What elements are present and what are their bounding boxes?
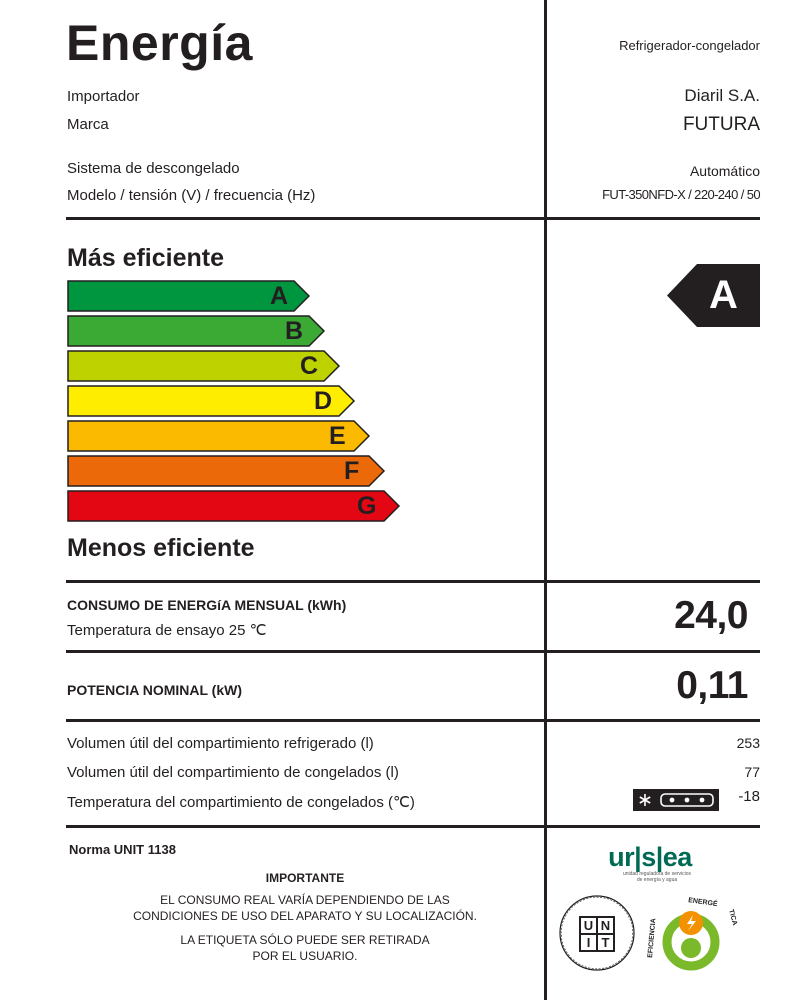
class-bar-g bbox=[68, 491, 400, 521]
important-line-4: POR EL USUARIO. bbox=[252, 949, 358, 963]
importer-label: Importador bbox=[67, 88, 140, 105]
ursea-subtitle-1: unidad reguladora de servicios bbox=[622, 871, 692, 877]
ursea-logo bbox=[590, 843, 710, 883]
class-letter: A bbox=[270, 282, 289, 310]
important-line-3: LA ETIQUETA SÓLO PUEDE SER RETIRADA bbox=[180, 933, 430, 947]
class-letter: G bbox=[357, 492, 377, 520]
class-bar-f bbox=[68, 456, 385, 486]
important-line-1: EL CONSUMO REAL VARÍA DEPENDIENDO DE LAS bbox=[160, 893, 450, 907]
consumption-label: CONSUMO DE ENERGíA MENSUAL (kWh) bbox=[67, 597, 347, 613]
rating-arrow bbox=[667, 264, 760, 327]
least-efficient-label: Menos eficiente bbox=[67, 534, 255, 562]
freezer-volume-value: 77 bbox=[744, 764, 760, 780]
power-value: 0,11 bbox=[676, 664, 748, 707]
class-bar-d bbox=[68, 386, 355, 416]
freezer-temperature-value: -18 bbox=[738, 788, 760, 805]
freezer-temperature-label: Temperatura del compartimiento de congelados (℃) bbox=[67, 794, 415, 811]
svg-text:ENERGÉ: ENERGÉ bbox=[687, 897, 718, 909]
class-letter: C bbox=[300, 352, 319, 380]
column-divider bbox=[544, 0, 547, 1000]
svg-text:T: T bbox=[601, 935, 610, 950]
class-bar-b bbox=[68, 316, 325, 346]
important-line-2: CONDICIONES DE USO DEL APARATO Y SU LOCALIZACIÓN. bbox=[133, 909, 477, 923]
test-temperature-label: Temperatura de ensayo 25 ℃ bbox=[67, 622, 267, 639]
svg-text:U: U bbox=[583, 918, 594, 933]
ursea-wordmark: ur|s|ea bbox=[608, 842, 692, 872]
consumption-value: 24,0 bbox=[674, 594, 748, 637]
class-bar-e bbox=[68, 421, 370, 451]
svg-text:I: I bbox=[586, 935, 591, 950]
class-letter: F bbox=[344, 457, 360, 485]
class-bar-a bbox=[68, 281, 310, 311]
eficiencia-energetica-logo bbox=[646, 886, 746, 976]
brand-value: FUTURA bbox=[682, 114, 760, 135]
defrost-value: Automático bbox=[689, 163, 760, 179]
norm-label: Norma UNIT 1138 bbox=[69, 842, 176, 857]
most-efficient-label: Más eficiente bbox=[67, 244, 225, 272]
freezer-four-star-icon bbox=[633, 789, 719, 811]
class-letter: E bbox=[329, 422, 346, 450]
model-value: FUT-350NFD-X / 220-240 / 50 bbox=[602, 187, 760, 202]
divider-header bbox=[66, 217, 760, 220]
appliance-type: Refrigerador-congelador bbox=[619, 38, 760, 53]
important-title: IMPORTANTE bbox=[265, 871, 345, 885]
svg-text:EFICIENCIA: EFICIENCIA bbox=[647, 918, 658, 959]
unit-seal-logo bbox=[558, 894, 636, 972]
divider-volumes bbox=[66, 825, 760, 828]
svg-text:TICA: TICA bbox=[727, 908, 739, 927]
importer-value: Diaril S.A. bbox=[684, 86, 760, 105]
fridge-volume-label: Volumen útil del compartimiento refrigerado (l) bbox=[67, 735, 374, 752]
divider-power bbox=[66, 719, 760, 722]
rating-letter: A bbox=[709, 273, 738, 317]
class-letter: D bbox=[314, 387, 333, 415]
power-label: POTENCIA NOMINAL (kW) bbox=[67, 682, 242, 698]
fridge-volume-value: 253 bbox=[736, 735, 760, 751]
ursea-subtitle-2: de energía y agua bbox=[636, 877, 678, 883]
brand-label: Marca bbox=[67, 116, 109, 133]
class-letter: B bbox=[285, 317, 304, 345]
label-title: Energía bbox=[66, 15, 253, 71]
divider-consumption bbox=[66, 650, 760, 653]
model-label: Modelo / tensión (V) / frecuencia (Hz) bbox=[67, 187, 316, 204]
freezer-volume-label: Volumen útil del compartimiento de congelados (l) bbox=[67, 764, 399, 781]
class-bar-c bbox=[68, 351, 340, 381]
defrost-label: Sistema de descongelado bbox=[67, 160, 240, 177]
svg-text:N: N bbox=[600, 918, 611, 933]
divider-scale bbox=[66, 580, 760, 583]
